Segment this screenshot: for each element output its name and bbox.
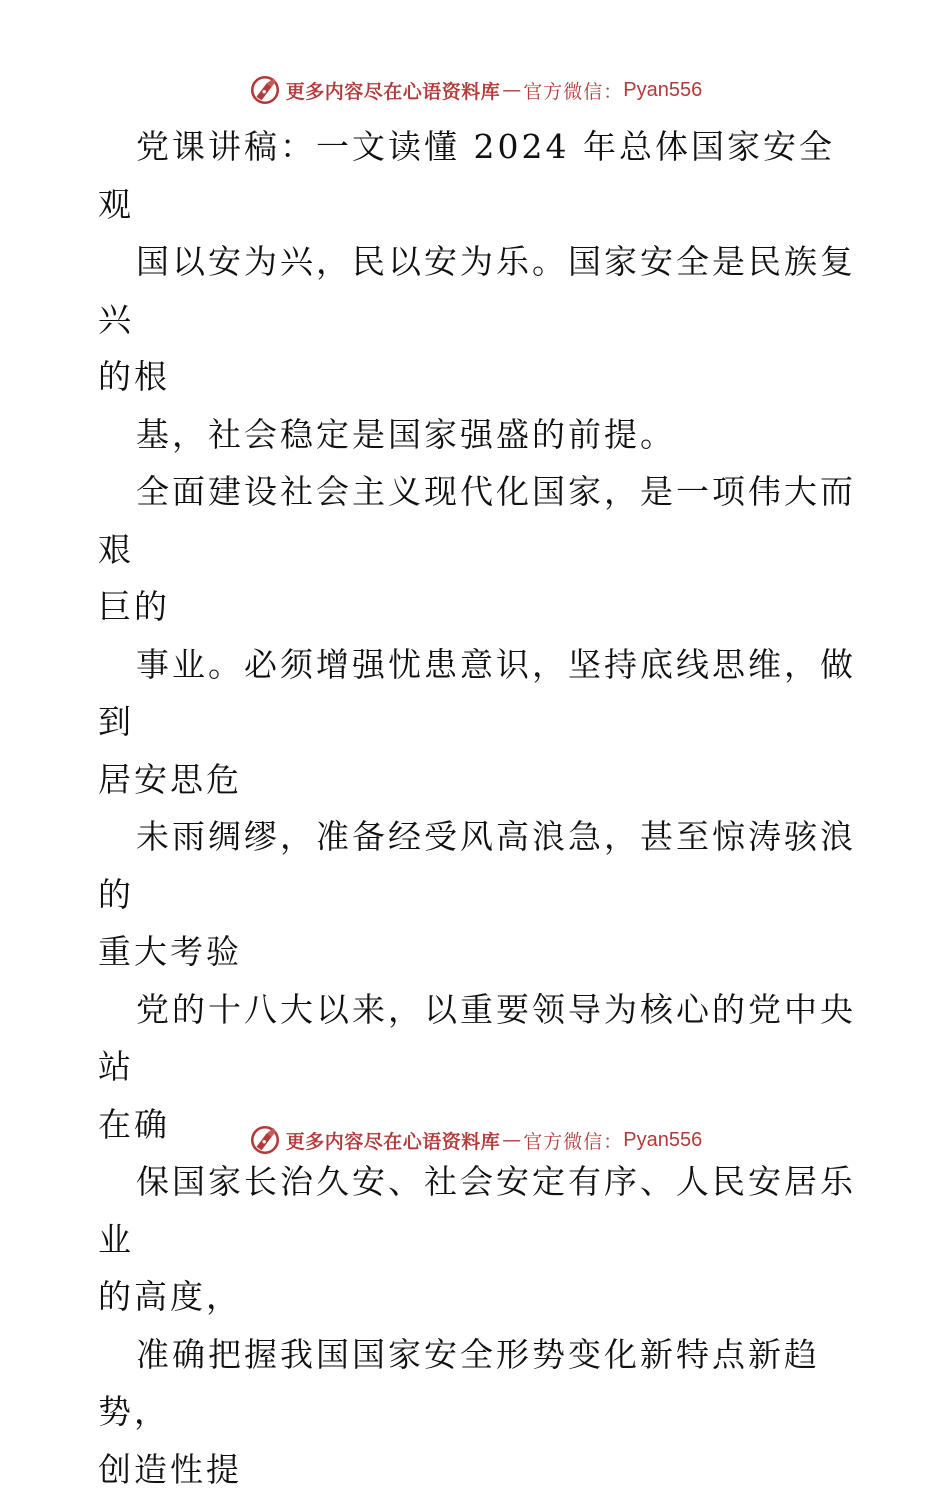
- document-body: [98, 118, 858, 1498]
- body-line: 重大考验: [98, 923, 858, 981]
- body-line: 巨的: [98, 578, 858, 636]
- body-line: 国以安为兴，民以安为乐。国家安全是民族复兴: [98, 233, 858, 348]
- body-line: 准确把握我国国家安全形势变化新特点新趋势，: [98, 1326, 858, 1441]
- header-watermark: [0, 70, 950, 110]
- footer-site-text: 更多内容尽在心语资料库: [286, 1127, 501, 1154]
- body-line: 未雨绸缪，准备经受风高浪急，甚至惊涛骇浪的: [98, 808, 858, 923]
- body-line: 保国家长治久安、社会安定有序、人民安居乐业: [98, 1153, 858, 1268]
- pen-nib-logo-icon: [248, 73, 282, 107]
- header-wechat-id: Pyan556: [623, 79, 702, 102]
- footer-wechat-label: 官方微信：: [523, 1127, 623, 1154]
- body-line: 党的十八大以来，以重要领导为核心的党中央站: [98, 981, 858, 1096]
- body-line: 的根: [98, 348, 858, 406]
- header-wechat-label: 官方微信：: [523, 77, 623, 104]
- body-line: 居安思危: [98, 751, 858, 809]
- document-title: 党课讲稿：一文读懂 2024 年总体国家安全观: [98, 118, 858, 233]
- header-separator: —: [502, 79, 521, 101]
- footer-wechat-id: Pyan556: [623, 1129, 702, 1152]
- pen-nib-logo-icon: [248, 1123, 282, 1157]
- body-line: 的高度，: [98, 1268, 858, 1326]
- header-site-text: 更多内容尽在心语资料库: [286, 77, 501, 104]
- body-line: 基，社会稳定是国家强盛的前提。: [98, 406, 858, 464]
- body-line: 全面建设社会主义现代化国家，是一项伟大而艰: [98, 463, 858, 578]
- footer-separator: —: [502, 1129, 521, 1151]
- body-line: 事业。必须增强忧患意识，坚持底线思维，做到: [98, 636, 858, 751]
- body-line: 创造性提: [98, 1441, 858, 1498]
- footer-watermark: [0, 1120, 950, 1160]
- body-line: 在确: [98, 1096, 858, 1154]
